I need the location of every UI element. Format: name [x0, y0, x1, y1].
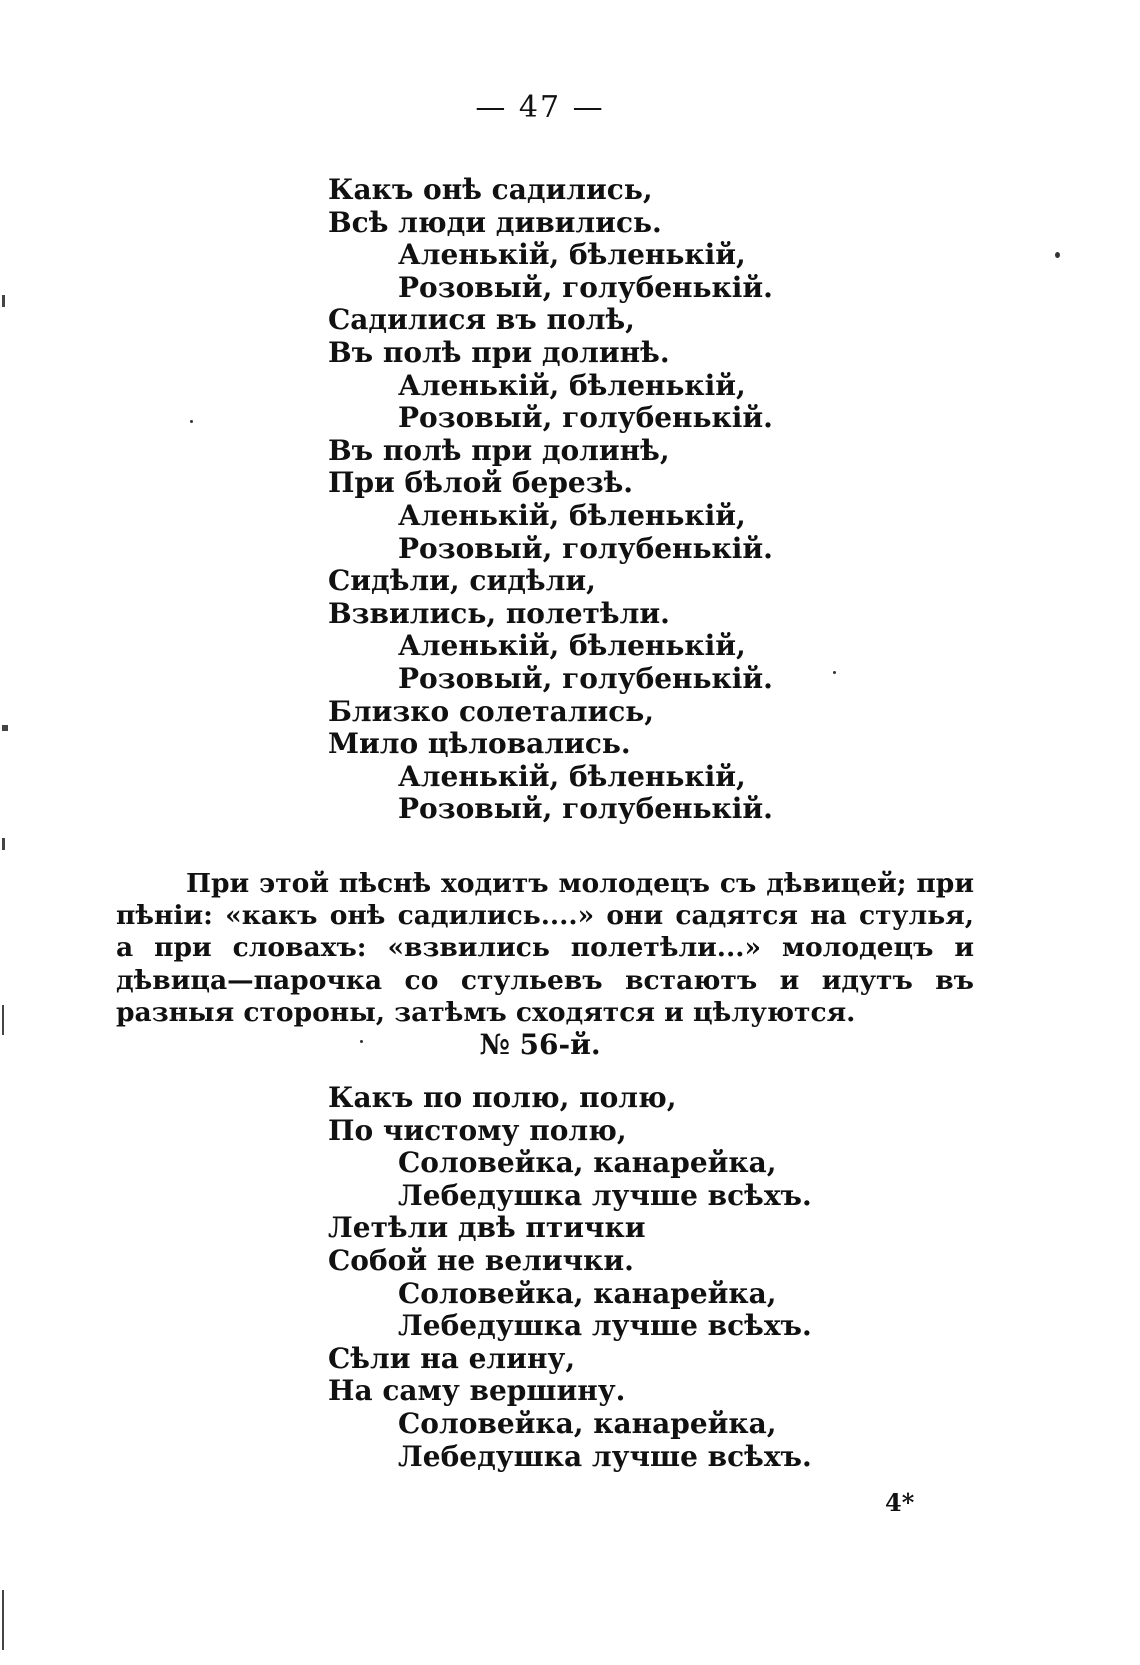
verse-refrain-line: Аленькій, бѣленькій, [398, 629, 746, 663]
verse-refrain-line: Розовый, голубенькій. [398, 531, 773, 565]
printer-signature-mark: 4* [885, 1488, 915, 1517]
scan-edge-mark [2, 725, 8, 731]
verse-refrain-line: Лебедушка лучше всѣхъ. [398, 1178, 812, 1212]
verse-refrain-line: Соловейка, канарейка, [398, 1276, 777, 1310]
page-number: — 47 — [475, 90, 605, 125]
verse-line: Въ полѣ при долинѣ. [328, 335, 670, 369]
verse-line: Мило цѣловались. [328, 727, 631, 761]
scan-speck [1055, 252, 1060, 258]
verse-line: Садилися въ полѣ, [328, 303, 635, 337]
scan-edge-mark [2, 1005, 4, 1035]
verse-line: На саму вершину. [328, 1374, 626, 1408]
verse-line: Всѣ люди дивились. [328, 205, 662, 239]
verse-refrain-line: Розовый, голубенькій. [398, 661, 773, 695]
verse-line: При бѣлой березѣ. [328, 466, 634, 500]
verse-refrain-line: Розовый, голубенькій. [398, 270, 773, 304]
verse-line: Сѣли на елину, [328, 1341, 576, 1375]
verse-line: Въ полѣ при долинѣ, [328, 433, 670, 467]
verse-refrain-line: Аленькій, бѣленькій, [398, 238, 746, 272]
verse-line: По чистому полю, [328, 1113, 627, 1147]
verse-line: Близко солетались, [328, 694, 655, 728]
scan-speck [833, 671, 836, 674]
verse-song-56 [328, 1082, 812, 1473]
scan-edge-mark [2, 1590, 4, 1650]
verse-refrain-line: Лебедушка лучше всѣхъ. [398, 1439, 812, 1473]
scan-edge-mark [2, 295, 5, 307]
verse-line: Какъ онѣ садились, [328, 173, 653, 206]
verse-refrain-line: Розовый, голубенькій. [398, 792, 773, 826]
verse-refrain-line: Лебедушка лучше всѣхъ. [398, 1309, 812, 1343]
verse-refrain-line: Розовый, голубенькій. [398, 401, 773, 435]
verse-line: Летѣли двѣ птички [328, 1211, 646, 1245]
verse-line: Какъ по полю, полю, [328, 1081, 677, 1114]
verse-line: Взвились, полетѣли. [328, 596, 670, 630]
performance-instructions: При этой пѣснѣ ходитъ молодецъ съ дѣвицей; при пѣніи: «какъ онѣ садились....» они садятся на стулья, а при словахъ: «взвились полетѣли...» молодецъ и дѣвица—парочка со стульевъ встаютъ и идутъ въ разныя стороны, затѣмъ сходятся и цѣлуются. [116, 867, 974, 1029]
scan-edge-mark [2, 838, 5, 850]
verse-refrain-line: Соловейка, канарейка, [398, 1146, 777, 1180]
verse-first-song [328, 174, 773, 826]
scan-speck [360, 1040, 363, 1043]
verse-refrain-line: Аленькій, бѣленькій, [398, 759, 746, 793]
scan-speck [190, 420, 193, 423]
verse-refrain-line: Соловейка, канарейка, [398, 1406, 777, 1440]
verse-refrain-line: Аленькій, бѣленькій, [398, 368, 746, 402]
verse-line: Сидѣли, сидѣли, [328, 564, 596, 598]
verse-refrain-line: Аленькій, бѣленькій, [398, 498, 746, 532]
verse-line: Собой не велички. [328, 1243, 634, 1277]
song-number-heading: № 56-й. [479, 1028, 601, 1061]
